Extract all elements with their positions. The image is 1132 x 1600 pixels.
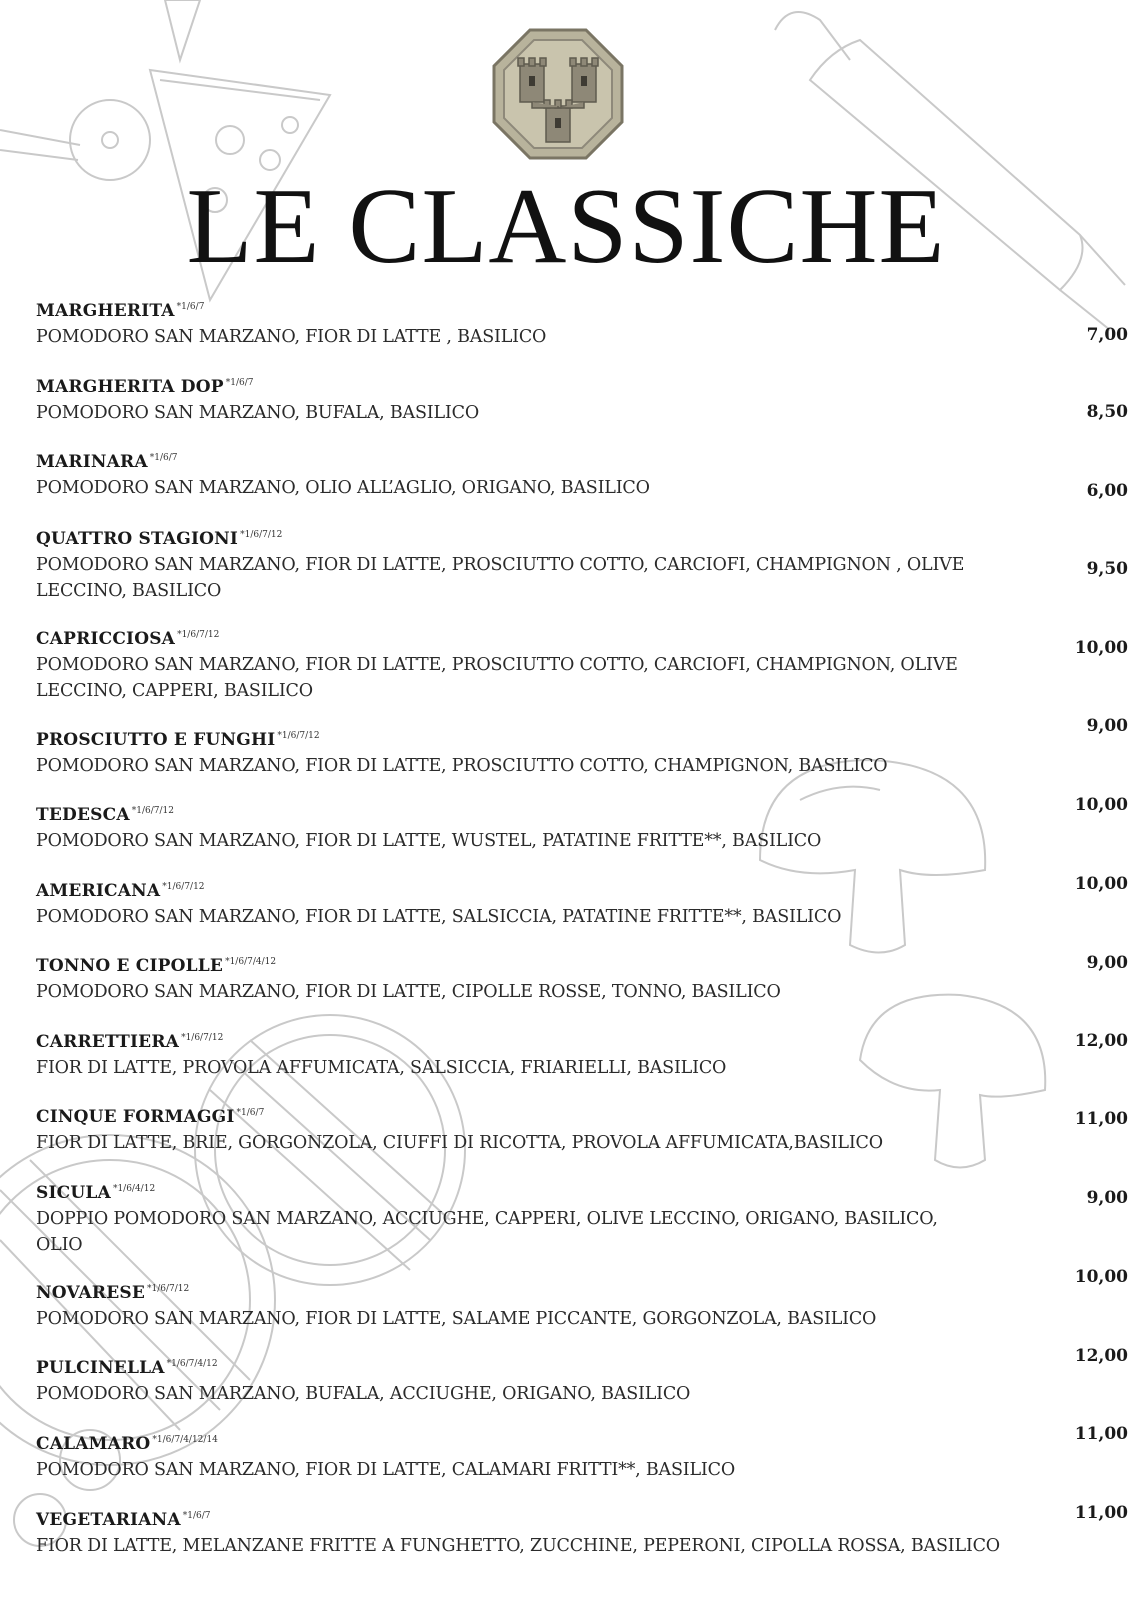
- menu-item-quattro-stagioni: [36, 524, 1111, 604]
- item-description: POMODORO SAN MARZANO, FIOR DI LATTE, PROSCIUTTO COTTO, CHAMPIGNON, BASILICO: [36, 756, 888, 776]
- menu-item-cinque-formaggi: [36, 1102, 1111, 1156]
- item-description: POMODORO SAN MARZANO, FIOR DI LATTE, PROSCIUTTO COTTO, CARCIOFI, CHAMPIGNON , OLIVE LECCINO, BASILICO: [36, 555, 965, 601]
- item-allergens: *1/6/7/12: [177, 630, 220, 640]
- item-name: SICULA: [36, 1183, 111, 1203]
- item-allergens: *1/6/7/12: [240, 530, 283, 540]
- menu-item-margherita-dop: [36, 372, 1111, 426]
- item-allergens: *1/6/7: [182, 1511, 211, 1521]
- item-description: DOPPIO POMODORO SAN MARZANO, ACCIUGHE, CAPPERI, OLIVE LECCINO, ORIGANO, BASILICO, OLIO: [36, 1209, 938, 1255]
- item-price: 9,00: [1086, 953, 1128, 973]
- item-description: POMODORO SAN MARZANO, BUFALA, BASILICO: [36, 403, 479, 423]
- menu-item-prosciutto-e-funghi: [36, 725, 1111, 779]
- menu-item-sicula: [36, 1178, 1111, 1258]
- menu-item-tedesca: [36, 800, 1111, 854]
- item-allergens: *1/6/7/12: [181, 1033, 224, 1043]
- item-name: PULCINELLA: [36, 1358, 165, 1378]
- menu-item-americana: [36, 876, 1111, 930]
- menu-item-margherita: [36, 296, 1111, 350]
- item-price: 10,00: [1074, 874, 1128, 894]
- item-description: FIOR DI LATTE, BRIE, GORGONZOLA, CIUFFI DI RICOTTA, PROVOLA AFFUMICATA,BASILICO: [36, 1133, 883, 1153]
- item-name: MARINARA: [36, 452, 148, 472]
- item-allergens: *1/6/7/4/12: [166, 1359, 218, 1369]
- item-name: AMERICANA: [36, 881, 161, 901]
- item-description: POMODORO SAN MARZANO, FIOR DI LATTE, WUSTEL, PATATINE FRITTE**, BASILICO: [36, 831, 822, 851]
- item-name: CALAMARO: [36, 1434, 151, 1454]
- item-allergens: *1/6/7: [236, 1108, 265, 1118]
- item-name: NOVARESE: [36, 1283, 146, 1303]
- item-description: POMODORO SAN MARZANO, FIOR DI LATTE, CALAMARI FRITTI**, BASILICO: [36, 1460, 735, 1480]
- item-price: 10,00: [1074, 795, 1128, 815]
- item-allergens: *1/6/7/12: [277, 731, 320, 741]
- item-allergens: *1/6/7/12: [162, 882, 205, 892]
- item-description: POMODORO SAN MARZANO, BUFALA, ACCIUGHE, ORIGANO, BASILICO: [36, 1384, 691, 1404]
- item-price: 9,50: [1086, 559, 1128, 579]
- item-name: TONNO E CIPOLLE: [36, 956, 224, 976]
- item-price: 12,00: [1074, 1031, 1128, 1051]
- item-description: POMODORO SAN MARZANO, FIOR DI LATTE, PROSCIUTTO COTTO, CARCIOFI, CHAMPIGNON, OLIVE LECCINO, CAPPERI, BASILICO: [36, 655, 958, 701]
- item-allergens: *1/6/7: [149, 453, 178, 463]
- item-name: TEDESCA: [36, 805, 130, 825]
- menu-item-pulcinella: [36, 1353, 1111, 1407]
- pizza-slice-top-icon: [165, 0, 200, 60]
- item-price: 11,00: [1074, 1503, 1128, 1523]
- item-description: POMODORO SAN MARZANO, FIOR DI LATTE , BASILICO: [36, 327, 547, 347]
- item-name: CINQUE FORMAGGI: [36, 1107, 235, 1127]
- item-description: FIOR DI LATTE, PROVOLA AFFUMICATA, SALSICCIA, FRIARIELLI, BASILICO: [36, 1058, 727, 1078]
- item-price: 7,00: [1086, 325, 1128, 345]
- menu-item-capricciosa: [36, 624, 1111, 704]
- item-description: FIOR DI LATTE, MELANZANE FRITTE A FUNGHETTO, ZUCCHINE, PEPERONI, CIPOLLA ROSSA, BASILICO: [36, 1536, 1000, 1556]
- item-price: 6,00: [1086, 481, 1128, 501]
- item-description: POMODORO SAN MARZANO, FIOR DI LATTE, SALSICCIA, PATATINE FRITTE**, BASILICO: [36, 907, 842, 927]
- item-name: PROSCIUTTO E FUNGHI: [36, 730, 276, 750]
- menu-item-novarese: [36, 1278, 1111, 1332]
- menu-item-calamaro: [36, 1429, 1111, 1483]
- item-allergens: *1/6/7/12: [131, 806, 174, 816]
- pizza-cutter-icon: [0, 100, 150, 180]
- item-allergens: *1/6/7/4/12/14: [152, 1435, 218, 1445]
- item-allergens: *1/6/7/12: [147, 1284, 190, 1294]
- item-price: 11,00: [1074, 1424, 1128, 1444]
- item-allergens: *1/6/7: [225, 378, 254, 388]
- item-allergens: *1/6/7/4/12: [225, 957, 277, 967]
- item-description: POMODORO SAN MARZANO, FIOR DI LATTE, CIPOLLE ROSSE, TONNO, BASILICO: [36, 982, 781, 1002]
- item-price: 12,00: [1074, 1346, 1128, 1366]
- item-name: VEGETARIANA: [36, 1510, 181, 1530]
- item-name: QUATTRO STAGIONI: [36, 529, 239, 549]
- item-name: CARRETTIERA: [36, 1032, 180, 1052]
- item-price: 11,00: [1074, 1109, 1128, 1129]
- item-name: MARGHERITA DOP: [36, 377, 224, 397]
- item-price: 8,50: [1086, 402, 1128, 422]
- item-description: POMODORO SAN MARZANO, OLIO ALL’AGLIO, ORIGANO, BASILICO: [36, 478, 650, 498]
- item-allergens: *1/6/7: [176, 302, 205, 312]
- menu-item-marinara: [36, 447, 1111, 501]
- item-description: POMODORO SAN MARZANO, FIOR DI LATTE, SALAME PICCANTE, GORGONZOLA, BASILICO: [36, 1309, 877, 1329]
- menu-item-carrettiera: [36, 1027, 1111, 1081]
- menu-item-vegetariana: [36, 1505, 1111, 1559]
- item-price: 9,00: [1086, 716, 1128, 736]
- item-price: 10,00: [1074, 638, 1128, 658]
- menu-item-tonno-e-cipolle: [36, 951, 1111, 1005]
- page-title: LE CLASSICHE: [186, 167, 946, 286]
- item-name: MARGHERITA: [36, 301, 175, 321]
- castle-towers-emblem-icon: [492, 28, 624, 160]
- item-price: 10,00: [1074, 1267, 1128, 1287]
- item-name: CAPRICCIOSA: [36, 629, 176, 649]
- item-price: 9,00: [1086, 1188, 1128, 1208]
- item-allergens: *1/6/4/12: [112, 1184, 156, 1194]
